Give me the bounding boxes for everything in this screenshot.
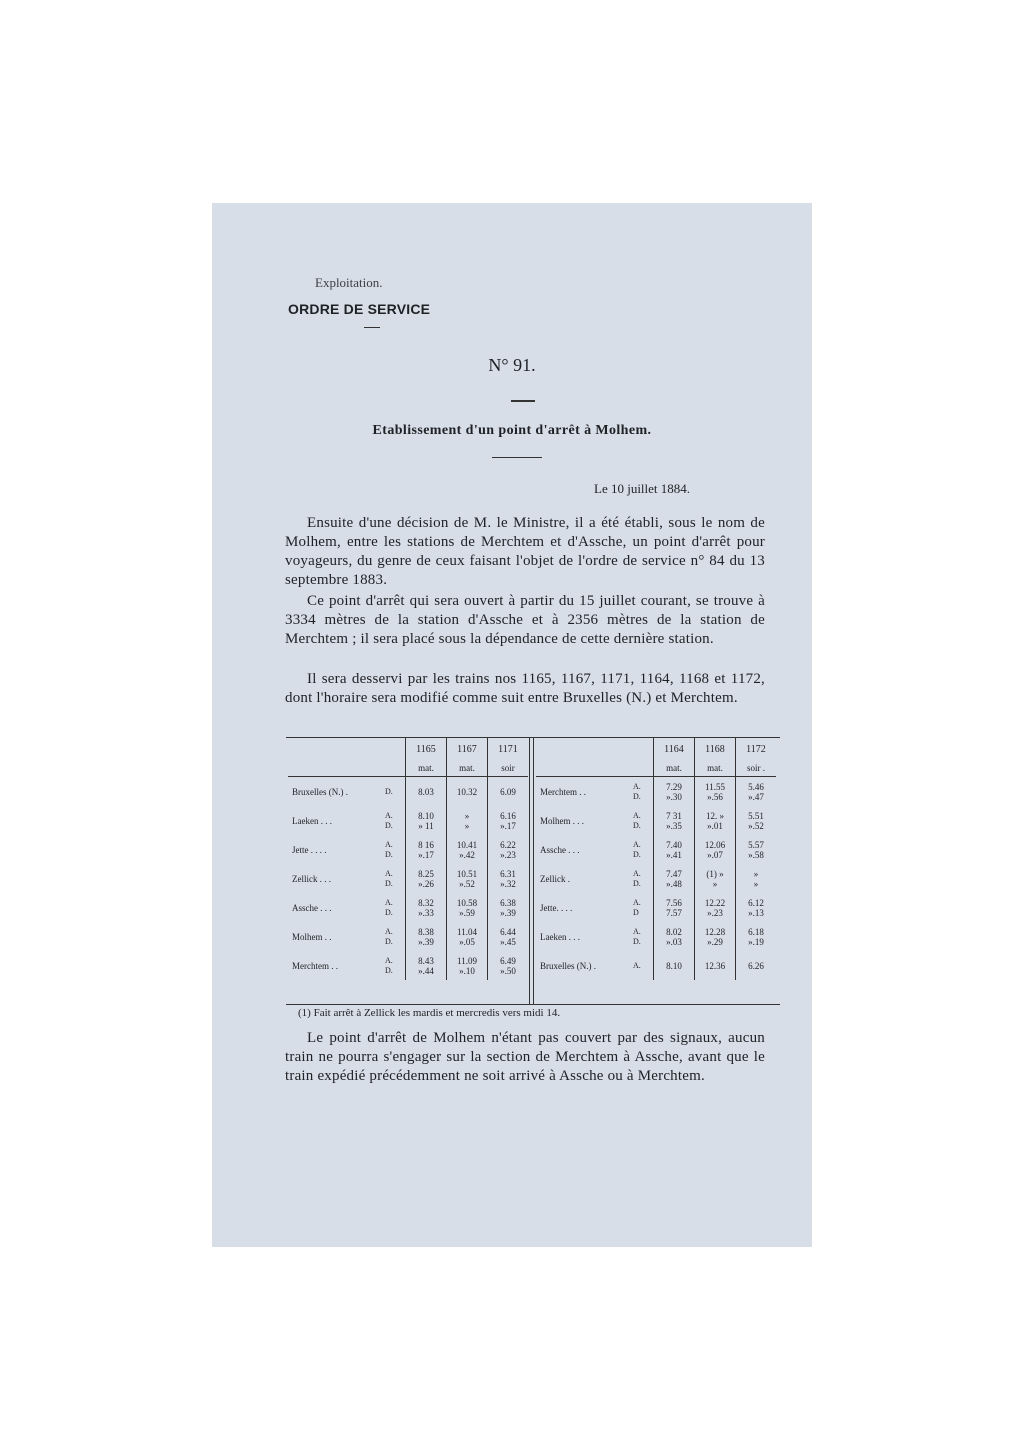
time-cell: 8.43 ».44 [406,951,447,980]
divider [511,400,535,402]
order-number: N° 91. [488,355,536,375]
time-cell: 8.03 [406,777,447,807]
time-cell: 10.51 ».52 [447,864,488,893]
train-period: mat. [447,760,488,777]
footnote: (1) Fait arrêt à Zellick les mardis et mercredis vers midi 14. [298,1007,561,1019]
time-cell: 11.09 ».10 [447,951,488,980]
time-cell: 7.29 ».30 [654,777,695,807]
time-cell: 6.31 ».32 [488,864,529,893]
time-cell: 5.51 ».52 [736,806,777,835]
arrival-departure-marker: A. D. [633,926,641,946]
time-cell: 6.26 [736,951,777,980]
time-cell: 12.36 [695,951,736,980]
time-cell: 11.55 ».56 [695,777,736,807]
table-row [536,864,776,893]
table-row [288,893,528,922]
table-row [536,893,776,922]
train-number: 1167 [447,738,488,760]
time-cell: 11.04 ».05 [447,922,488,951]
arrival-departure-marker: A. D. [385,926,393,946]
station-name: Jette. . . . [540,902,573,913]
train-period: mat. [695,760,736,777]
table-row [536,835,776,864]
arrival-departure-marker: A. D. [385,955,393,975]
time-cell: 10.58 ».59 [447,893,488,922]
table-row [536,806,776,835]
paragraph-signals: Le point d'arrêt de Molhem n'étant pas couvert par des signaux, aucun train ne pourra s'engager sur la section de Merchtem à Assche, avant que le train expédié précédemment ne soit arrivé à Assche ou à Merchtem. [285,1030,765,1084]
table-divider [529,738,534,1004]
time-cell: 8 16 ».17 [406,835,447,864]
station-name: Assche . . . [540,844,580,855]
train-number: 1172 [736,738,777,760]
document-title: Etablissement d'un point d'arrêt à Molhem. [372,423,652,438]
arrival-departure-marker: A. [633,960,641,970]
train-period: mat. [406,760,447,777]
document-page [212,203,812,1247]
paragraph-location: Ce point d'arrêt qui sera ouvert à partir du 15 juillet courant, se trouve à 3334 mètres de la station d'Assche et à 2356 mètres de la station de Merchtem ; il sera placé sous la dépendance de cette dernière station. [285,593,765,647]
table-row [536,951,776,980]
station-name: Assche . . . [292,902,332,913]
paragraph-service: Il sera desservi par les trains nos 1165, 1167, 1171, 1164, 1168 et 1172, dont l'horaire sera modifié comme suit entre Bruxelles (N.) et Merchtem. [285,671,765,706]
time-cell: 12.28 ».29 [695,922,736,951]
table-row [536,777,776,807]
time-cell: 6.38 ».39 [488,893,529,922]
station-name: Laeken . . . [292,815,332,826]
train-number: 1165 [406,738,447,760]
station-name: Merchtem . . [292,960,338,971]
time-cell: 8.25 ».26 [406,864,447,893]
table-row [288,922,528,951]
station-name: Bruxelles (N.) . [292,786,348,797]
arrival-departure-marker: A. D. [385,868,393,888]
time-cell: 10.41 ».42 [447,835,488,864]
time-cell: 10.32 [447,777,488,807]
time-cell: 6.16 ».17 [488,806,529,835]
arrival-departure-marker: A. D. [385,839,393,859]
time-cell: 8.10 » 11 [406,806,447,835]
section-label: Exploitation. [315,275,383,290]
paragraph-decision: Ensuite d'une décision de M. le Ministre, il a été établi, sous le nom de Molhem, entre les stations de Merchtem et d'Assche, un point d'arrêt pour voyageurs, du genre de ceux faisant l'objet de l'ordre de service n° 84 du 13 septembre 1883. [285,515,765,588]
arrival-departure-marker: D. [385,786,393,796]
station-name: Molhem . . [292,931,332,942]
train-number: 1168 [695,738,736,760]
train-number: 1164 [654,738,695,760]
divider [492,457,542,458]
station-name: Laeken . . . [540,931,580,942]
time-cell: 7.40 ».41 [654,835,695,864]
train-period: mat. [654,760,695,777]
arrival-departure-marker: A. D. [633,868,641,888]
timetable-inbound [536,738,776,980]
arrival-departure-marker: A. D [633,897,641,917]
time-cell: (1) » » [695,864,736,893]
document-date: Le 10 juillet 1884. [594,481,691,496]
time-cell: 8.38 ».39 [406,922,447,951]
arrival-departure-marker: A. D. [633,839,641,859]
time-cell: 12.06 ».07 [695,835,736,864]
time-cell: 6.12 ».13 [736,893,777,922]
station-name: Jette . . . . [292,844,327,855]
station-name: Zellick . [540,873,570,884]
arrival-departure-marker: A. D. [385,897,393,917]
table-row [288,951,528,980]
table-row [288,835,528,864]
arrival-departure-marker: A. D. [633,781,641,801]
time-cell: 6.22 ».23 [488,835,529,864]
station-name: Zellick . . . [292,873,331,884]
timetable [286,737,780,1005]
time-cell: 6.49 ».50 [488,951,529,980]
table-row [288,777,528,807]
divider [364,327,380,328]
arrival-departure-marker: A. D. [633,810,641,830]
station-name: Bruxelles (N.) . [540,960,596,971]
time-cell: 12.22 ».23 [695,893,736,922]
arrival-departure-marker: A. D. [385,810,393,830]
time-cell: 8.10 [654,951,695,980]
time-cell: 8.02 ».03 [654,922,695,951]
timetable-outbound [288,738,528,980]
time-cell: 6.18 ».19 [736,922,777,951]
time-cell: 5.46 ».47 [736,777,777,807]
station-name: Molhem . . . [540,815,584,826]
time-cell: 6.09 [488,777,529,807]
time-cell: 7.56 7.57 [654,893,695,922]
train-number: 1171 [488,738,529,760]
table-row [536,922,776,951]
time-cell: 12. » ».01 [695,806,736,835]
time-cell: 8.32 ».33 [406,893,447,922]
document-type-heading: ORDRE DE SERVICE [288,301,431,317]
time-cell: 7 31 ».35 [654,806,695,835]
time-cell: 6.44 ».45 [488,922,529,951]
table-row [288,806,528,835]
time-cell: 5.57 ».58 [736,835,777,864]
train-period: soir [488,760,529,777]
time-cell: » » [447,806,488,835]
table-row [288,864,528,893]
station-name: Merchtem . . [540,786,586,797]
time-cell: » » [736,864,777,893]
train-period: soir . [736,760,777,777]
time-cell: 7.47 ».48 [654,864,695,893]
